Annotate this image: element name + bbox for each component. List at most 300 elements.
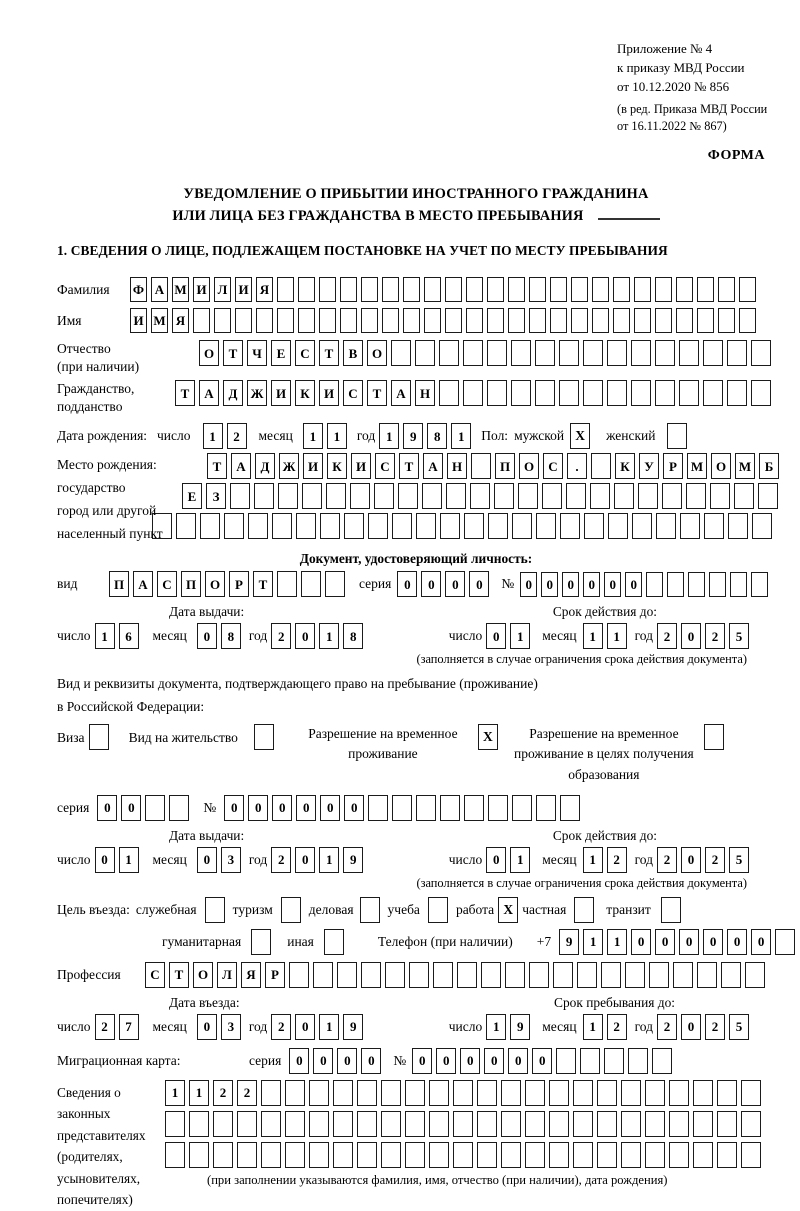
char-cell[interactable] bbox=[235, 308, 252, 333]
char-cell[interactable] bbox=[679, 340, 699, 366]
char-cell[interactable] bbox=[471, 453, 491, 479]
char-cell[interactable]: 0 bbox=[484, 1048, 504, 1074]
char-cell[interactable] bbox=[631, 340, 651, 366]
char-cell[interactable] bbox=[309, 1142, 329, 1168]
char-cell[interactable] bbox=[625, 962, 645, 988]
char-cell[interactable] bbox=[710, 483, 730, 509]
char-cell[interactable] bbox=[501, 1080, 521, 1106]
char-cell[interactable]: Я bbox=[241, 962, 261, 988]
char-cell[interactable] bbox=[512, 513, 532, 539]
char-cell[interactable]: М bbox=[735, 453, 755, 479]
char-cell[interactable] bbox=[590, 483, 610, 509]
char-cell[interactable] bbox=[655, 380, 675, 406]
char-cell[interactable] bbox=[584, 513, 604, 539]
char-cell[interactable] bbox=[680, 513, 700, 539]
char-cell[interactable] bbox=[272, 513, 292, 539]
char-cell[interactable]: 5 bbox=[729, 847, 749, 873]
char-cell[interactable] bbox=[721, 962, 741, 988]
char-cell[interactable]: Р bbox=[229, 571, 249, 597]
char-cell[interactable] bbox=[405, 1111, 425, 1137]
char-cell[interactable]: Я bbox=[256, 277, 273, 302]
char-cell[interactable]: 1 bbox=[583, 929, 603, 955]
char-cell[interactable]: 0 bbox=[121, 795, 141, 821]
char-cell[interactable] bbox=[758, 483, 778, 509]
char-cell[interactable]: 1 bbox=[203, 423, 223, 449]
char-cell[interactable] bbox=[730, 572, 747, 597]
char-cell[interactable] bbox=[381, 1142, 401, 1168]
char-cell[interactable]: Ч bbox=[247, 340, 267, 366]
char-cell[interactable] bbox=[718, 308, 735, 333]
char-cell[interactable]: 0 bbox=[486, 623, 506, 649]
char-cell[interactable] bbox=[463, 340, 483, 366]
char-cell[interactable] bbox=[382, 308, 399, 333]
char-cell[interactable]: 1 bbox=[119, 847, 139, 873]
char-cell[interactable]: Я bbox=[172, 308, 189, 333]
char-cell[interactable]: 0 bbox=[532, 1048, 552, 1074]
char-cell[interactable] bbox=[717, 1142, 737, 1168]
char-cell[interactable] bbox=[488, 513, 508, 539]
char-cell[interactable] bbox=[463, 380, 483, 406]
char-cell[interactable] bbox=[505, 962, 525, 988]
char-cell[interactable] bbox=[189, 1111, 209, 1137]
char-cell[interactable] bbox=[409, 962, 429, 988]
char-cell[interactable]: 0 bbox=[625, 572, 642, 597]
char-cell[interactable]: 0 bbox=[295, 623, 315, 649]
char-cell[interactable] bbox=[440, 795, 460, 821]
char-cell[interactable] bbox=[405, 1142, 425, 1168]
char-cell[interactable]: И bbox=[130, 308, 147, 333]
char-cell[interactable]: Т bbox=[253, 571, 273, 597]
char-cell[interactable] bbox=[741, 1111, 761, 1137]
char-cell[interactable]: 1 bbox=[510, 623, 530, 649]
char-cell[interactable]: 0 bbox=[486, 847, 506, 873]
char-cell[interactable]: Ж bbox=[279, 453, 299, 479]
char-cell[interactable] bbox=[621, 1111, 641, 1137]
purpose-tourism-checkbox[interactable] bbox=[281, 897, 301, 923]
char-cell[interactable]: 2 bbox=[271, 1014, 291, 1040]
char-cell[interactable] bbox=[256, 308, 273, 333]
char-cell[interactable]: 1 bbox=[327, 423, 347, 449]
char-cell[interactable] bbox=[433, 962, 453, 988]
char-cell[interactable]: 0 bbox=[727, 929, 747, 955]
char-cell[interactable]: 0 bbox=[703, 929, 723, 955]
purpose-study-checkbox[interactable] bbox=[428, 897, 448, 923]
char-cell[interactable] bbox=[727, 340, 747, 366]
char-cell[interactable] bbox=[278, 483, 298, 509]
char-cell[interactable]: 9 bbox=[343, 1014, 363, 1040]
char-cell[interactable] bbox=[709, 572, 726, 597]
char-cell[interactable]: 0 bbox=[272, 795, 292, 821]
char-cell[interactable] bbox=[745, 962, 765, 988]
char-cell[interactable] bbox=[604, 1048, 624, 1074]
char-cell[interactable]: 0 bbox=[289, 1048, 309, 1074]
char-cell[interactable] bbox=[285, 1111, 305, 1137]
char-cell[interactable]: К bbox=[295, 380, 315, 406]
char-cell[interactable] bbox=[775, 929, 795, 955]
char-cell[interactable]: 0 bbox=[248, 795, 268, 821]
char-cell[interactable] bbox=[597, 1080, 617, 1106]
char-cell[interactable] bbox=[649, 962, 669, 988]
char-cell[interactable] bbox=[309, 1111, 329, 1137]
char-cell[interactable]: С bbox=[157, 571, 177, 597]
char-cell[interactable] bbox=[667, 572, 684, 597]
char-cell[interactable]: 2 bbox=[237, 1080, 257, 1106]
char-cell[interactable]: 0 bbox=[95, 847, 115, 873]
char-cell[interactable]: Т bbox=[207, 453, 227, 479]
char-cell[interactable] bbox=[669, 1111, 689, 1137]
purpose-work-checkbox[interactable]: X bbox=[498, 897, 518, 923]
char-cell[interactable]: 8 bbox=[221, 623, 241, 649]
char-cell[interactable] bbox=[511, 380, 531, 406]
char-cell[interactable] bbox=[525, 1080, 545, 1106]
char-cell[interactable] bbox=[165, 1111, 185, 1137]
char-cell[interactable] bbox=[549, 1111, 569, 1137]
char-cell[interactable] bbox=[344, 513, 364, 539]
char-cell[interactable] bbox=[601, 962, 621, 988]
char-cell[interactable] bbox=[200, 513, 220, 539]
char-cell[interactable] bbox=[326, 483, 346, 509]
char-cell[interactable]: 0 bbox=[508, 1048, 528, 1074]
char-cell[interactable] bbox=[632, 513, 652, 539]
char-cell[interactable] bbox=[679, 380, 699, 406]
char-cell[interactable]: В bbox=[343, 340, 363, 366]
char-cell[interactable]: 1 bbox=[583, 623, 603, 649]
char-cell[interactable]: К bbox=[615, 453, 635, 479]
char-cell[interactable] bbox=[751, 380, 771, 406]
char-cell[interactable] bbox=[542, 483, 562, 509]
char-cell[interactable] bbox=[261, 1142, 281, 1168]
char-cell[interactable] bbox=[628, 1048, 648, 1074]
char-cell[interactable] bbox=[703, 380, 723, 406]
char-cell[interactable]: А bbox=[231, 453, 251, 479]
char-cell[interactable] bbox=[285, 1142, 305, 1168]
char-cell[interactable]: 1 bbox=[583, 847, 603, 873]
char-cell[interactable]: 0 bbox=[436, 1048, 456, 1074]
char-cell[interactable] bbox=[277, 308, 294, 333]
char-cell[interactable] bbox=[416, 513, 436, 539]
char-cell[interactable] bbox=[391, 340, 411, 366]
char-cell[interactable] bbox=[529, 277, 546, 302]
char-cell[interactable] bbox=[224, 513, 244, 539]
char-cell[interactable]: 1 bbox=[583, 1014, 603, 1040]
char-cell[interactable] bbox=[319, 308, 336, 333]
char-cell[interactable] bbox=[145, 795, 165, 821]
char-cell[interactable] bbox=[302, 483, 322, 509]
char-cell[interactable]: 0 bbox=[197, 1014, 217, 1040]
char-cell[interactable] bbox=[592, 308, 609, 333]
char-cell[interactable] bbox=[739, 277, 756, 302]
char-cell[interactable]: П bbox=[181, 571, 201, 597]
char-cell[interactable]: 0 bbox=[197, 623, 217, 649]
char-cell[interactable]: 9 bbox=[510, 1014, 530, 1040]
char-cell[interactable]: Т bbox=[223, 340, 243, 366]
char-cell[interactable] bbox=[571, 308, 588, 333]
char-cell[interactable] bbox=[693, 1111, 713, 1137]
char-cell[interactable] bbox=[277, 277, 294, 302]
char-cell[interactable] bbox=[487, 308, 504, 333]
char-cell[interactable]: 0 bbox=[197, 847, 217, 873]
char-cell[interactable] bbox=[556, 1048, 576, 1074]
char-cell[interactable] bbox=[525, 1111, 545, 1137]
char-cell[interactable] bbox=[535, 340, 555, 366]
char-cell[interactable]: 1 bbox=[165, 1080, 185, 1106]
char-cell[interactable] bbox=[298, 277, 315, 302]
char-cell[interactable]: 0 bbox=[412, 1048, 432, 1074]
char-cell[interactable] bbox=[728, 513, 748, 539]
char-cell[interactable] bbox=[573, 1111, 593, 1137]
char-cell[interactable]: 0 bbox=[344, 795, 364, 821]
char-cell[interactable]: 2 bbox=[657, 847, 677, 873]
char-cell[interactable]: 9 bbox=[343, 847, 363, 873]
char-cell[interactable] bbox=[607, 380, 627, 406]
char-cell[interactable]: С bbox=[343, 380, 363, 406]
char-cell[interactable]: Ф bbox=[130, 277, 147, 302]
char-cell[interactable] bbox=[415, 340, 435, 366]
char-cell[interactable]: 2 bbox=[657, 623, 677, 649]
char-cell[interactable] bbox=[614, 483, 634, 509]
char-cell[interactable] bbox=[613, 277, 630, 302]
char-cell[interactable]: Н bbox=[447, 453, 467, 479]
char-cell[interactable]: 0 bbox=[445, 571, 465, 597]
char-cell[interactable] bbox=[553, 962, 573, 988]
char-cell[interactable] bbox=[669, 1142, 689, 1168]
char-cell[interactable] bbox=[645, 1111, 665, 1137]
char-cell[interactable]: 8 bbox=[427, 423, 447, 449]
char-cell[interactable]: 0 bbox=[295, 847, 315, 873]
char-cell[interactable] bbox=[560, 795, 580, 821]
char-cell[interactable] bbox=[405, 1080, 425, 1106]
char-cell[interactable]: И bbox=[303, 453, 323, 479]
char-cell[interactable]: 0 bbox=[295, 1014, 315, 1040]
char-cell[interactable]: М bbox=[172, 277, 189, 302]
char-cell[interactable] bbox=[487, 380, 507, 406]
char-cell[interactable] bbox=[361, 308, 378, 333]
char-cell[interactable] bbox=[382, 277, 399, 302]
char-cell[interactable] bbox=[296, 513, 316, 539]
char-cell[interactable] bbox=[559, 380, 579, 406]
char-cell[interactable] bbox=[741, 1080, 761, 1106]
char-cell[interactable] bbox=[165, 1142, 185, 1168]
char-cell[interactable] bbox=[704, 513, 724, 539]
char-cell[interactable] bbox=[213, 1142, 233, 1168]
char-cell[interactable]: 1 bbox=[486, 1014, 506, 1040]
char-cell[interactable]: 2 bbox=[271, 847, 291, 873]
char-cell[interactable] bbox=[368, 513, 388, 539]
char-cell[interactable] bbox=[718, 277, 735, 302]
char-cell[interactable] bbox=[298, 308, 315, 333]
char-cell[interactable] bbox=[583, 340, 603, 366]
char-cell[interactable] bbox=[550, 277, 567, 302]
char-cell[interactable] bbox=[439, 380, 459, 406]
char-cell[interactable]: О bbox=[199, 340, 219, 366]
char-cell[interactable] bbox=[673, 962, 693, 988]
char-cell[interactable]: 1 bbox=[319, 847, 339, 873]
char-cell[interactable] bbox=[477, 1111, 497, 1137]
char-cell[interactable]: 1 bbox=[607, 929, 627, 955]
char-cell[interactable]: 0 bbox=[631, 929, 651, 955]
char-cell[interactable]: 2 bbox=[227, 423, 247, 449]
char-cell[interactable]: Л bbox=[214, 277, 231, 302]
char-cell[interactable]: Л bbox=[217, 962, 237, 988]
char-cell[interactable] bbox=[337, 962, 357, 988]
char-cell[interactable] bbox=[634, 308, 651, 333]
char-cell[interactable] bbox=[230, 483, 250, 509]
char-cell[interactable]: 0 bbox=[313, 1048, 333, 1074]
char-cell[interactable]: И bbox=[319, 380, 339, 406]
char-cell[interactable] bbox=[655, 308, 672, 333]
char-cell[interactable]: А bbox=[151, 277, 168, 302]
char-cell[interactable]: А bbox=[423, 453, 443, 479]
char-cell[interactable] bbox=[518, 483, 538, 509]
char-cell[interactable]: И bbox=[193, 277, 210, 302]
char-cell[interactable] bbox=[357, 1080, 377, 1106]
purpose-humanitarian-checkbox[interactable] bbox=[251, 929, 271, 955]
char-cell[interactable]: С bbox=[295, 340, 315, 366]
char-cell[interactable] bbox=[583, 380, 603, 406]
char-cell[interactable] bbox=[261, 1080, 281, 1106]
char-cell[interactable]: 0 bbox=[583, 572, 600, 597]
char-cell[interactable] bbox=[422, 483, 442, 509]
char-cell[interactable]: 0 bbox=[751, 929, 771, 955]
char-cell[interactable] bbox=[656, 513, 676, 539]
char-cell[interactable] bbox=[592, 277, 609, 302]
char-cell[interactable]: С bbox=[375, 453, 395, 479]
char-cell[interactable] bbox=[655, 340, 675, 366]
char-cell[interactable] bbox=[350, 483, 370, 509]
char-cell[interactable] bbox=[237, 1142, 257, 1168]
char-cell[interactable]: 5 bbox=[729, 1014, 749, 1040]
char-cell[interactable]: 2 bbox=[705, 623, 725, 649]
temp-residence-education-checkbox[interactable] bbox=[704, 724, 724, 750]
char-cell[interactable]: 1 bbox=[510, 847, 530, 873]
char-cell[interactable] bbox=[536, 795, 556, 821]
char-cell[interactable] bbox=[512, 795, 532, 821]
char-cell[interactable] bbox=[445, 308, 462, 333]
char-cell[interactable] bbox=[652, 1048, 672, 1074]
char-cell[interactable] bbox=[693, 1142, 713, 1168]
char-cell[interactable] bbox=[325, 571, 345, 597]
char-cell[interactable] bbox=[193, 308, 210, 333]
char-cell[interactable]: 2 bbox=[607, 847, 627, 873]
char-cell[interactable] bbox=[381, 1080, 401, 1106]
char-cell[interactable] bbox=[688, 572, 705, 597]
purpose-transit-checkbox[interactable] bbox=[661, 897, 681, 923]
char-cell[interactable] bbox=[577, 962, 597, 988]
char-cell[interactable] bbox=[466, 308, 483, 333]
char-cell[interactable] bbox=[549, 1080, 569, 1106]
char-cell[interactable]: 1 bbox=[379, 423, 399, 449]
char-cell[interactable] bbox=[662, 483, 682, 509]
char-cell[interactable] bbox=[361, 277, 378, 302]
char-cell[interactable]: О bbox=[367, 340, 387, 366]
purpose-business-checkbox[interactable] bbox=[360, 897, 380, 923]
char-cell[interactable] bbox=[333, 1111, 353, 1137]
char-cell[interactable] bbox=[333, 1080, 353, 1106]
char-cell[interactable] bbox=[697, 962, 717, 988]
char-cell[interactable]: 2 bbox=[705, 847, 725, 873]
char-cell[interactable]: 8 bbox=[343, 623, 363, 649]
char-cell[interactable]: Т bbox=[175, 380, 195, 406]
char-cell[interactable] bbox=[591, 453, 611, 479]
char-cell[interactable]: П bbox=[495, 453, 515, 479]
char-cell[interactable] bbox=[638, 483, 658, 509]
char-cell[interactable]: М bbox=[151, 308, 168, 333]
char-cell[interactable] bbox=[751, 340, 771, 366]
char-cell[interactable]: С bbox=[543, 453, 563, 479]
char-cell[interactable] bbox=[313, 962, 333, 988]
char-cell[interactable]: Е bbox=[271, 340, 291, 366]
char-cell[interactable] bbox=[477, 1080, 497, 1106]
char-cell[interactable] bbox=[734, 483, 754, 509]
char-cell[interactable] bbox=[385, 962, 405, 988]
char-cell[interactable]: 6 bbox=[119, 623, 139, 649]
char-cell[interactable]: Е bbox=[182, 483, 202, 509]
char-cell[interactable]: С bbox=[145, 962, 165, 988]
char-cell[interactable] bbox=[645, 1142, 665, 1168]
char-cell[interactable] bbox=[549, 1142, 569, 1168]
char-cell[interactable]: М bbox=[687, 453, 707, 479]
char-cell[interactable] bbox=[511, 340, 531, 366]
char-cell[interactable] bbox=[646, 572, 663, 597]
char-cell[interactable] bbox=[508, 277, 525, 302]
char-cell[interactable] bbox=[536, 513, 556, 539]
char-cell[interactable]: З bbox=[206, 483, 226, 509]
char-cell[interactable] bbox=[237, 1111, 257, 1137]
char-cell[interactable]: 2 bbox=[213, 1080, 233, 1106]
char-cell[interactable]: 0 bbox=[421, 571, 441, 597]
char-cell[interactable]: А bbox=[199, 380, 219, 406]
char-cell[interactable]: Д bbox=[255, 453, 275, 479]
char-cell[interactable] bbox=[357, 1142, 377, 1168]
char-cell[interactable] bbox=[453, 1142, 473, 1168]
char-cell[interactable]: П bbox=[109, 571, 129, 597]
residence-permit-checkbox[interactable] bbox=[254, 724, 274, 750]
char-cell[interactable] bbox=[535, 380, 555, 406]
char-cell[interactable] bbox=[361, 962, 381, 988]
char-cell[interactable] bbox=[453, 1080, 473, 1106]
char-cell[interactable]: 9 bbox=[403, 423, 423, 449]
char-cell[interactable] bbox=[424, 308, 441, 333]
char-cell[interactable]: Н bbox=[415, 380, 435, 406]
char-cell[interactable] bbox=[752, 513, 772, 539]
char-cell[interactable] bbox=[189, 1142, 209, 1168]
char-cell[interactable] bbox=[357, 1111, 377, 1137]
char-cell[interactable] bbox=[693, 1080, 713, 1106]
char-cell[interactable]: Т bbox=[319, 340, 339, 366]
char-cell[interactable]: 2 bbox=[705, 1014, 725, 1040]
char-cell[interactable] bbox=[717, 1111, 737, 1137]
char-cell[interactable] bbox=[597, 1111, 617, 1137]
char-cell[interactable] bbox=[676, 277, 693, 302]
char-cell[interactable] bbox=[739, 308, 756, 333]
char-cell[interactable] bbox=[319, 277, 336, 302]
char-cell[interactable] bbox=[309, 1080, 329, 1106]
char-cell[interactable] bbox=[631, 380, 651, 406]
char-cell[interactable] bbox=[488, 795, 508, 821]
char-cell[interactable] bbox=[301, 571, 321, 597]
char-cell[interactable]: 0 bbox=[681, 623, 701, 649]
char-cell[interactable] bbox=[529, 962, 549, 988]
char-cell[interactable] bbox=[501, 1111, 521, 1137]
char-cell[interactable] bbox=[464, 513, 484, 539]
char-cell[interactable]: У bbox=[639, 453, 659, 479]
char-cell[interactable]: О bbox=[193, 962, 213, 988]
char-cell[interactable]: И bbox=[271, 380, 291, 406]
char-cell[interactable]: 1 bbox=[451, 423, 471, 449]
char-cell[interactable] bbox=[607, 340, 627, 366]
char-cell[interactable]: 1 bbox=[319, 1014, 339, 1040]
char-cell[interactable] bbox=[403, 277, 420, 302]
